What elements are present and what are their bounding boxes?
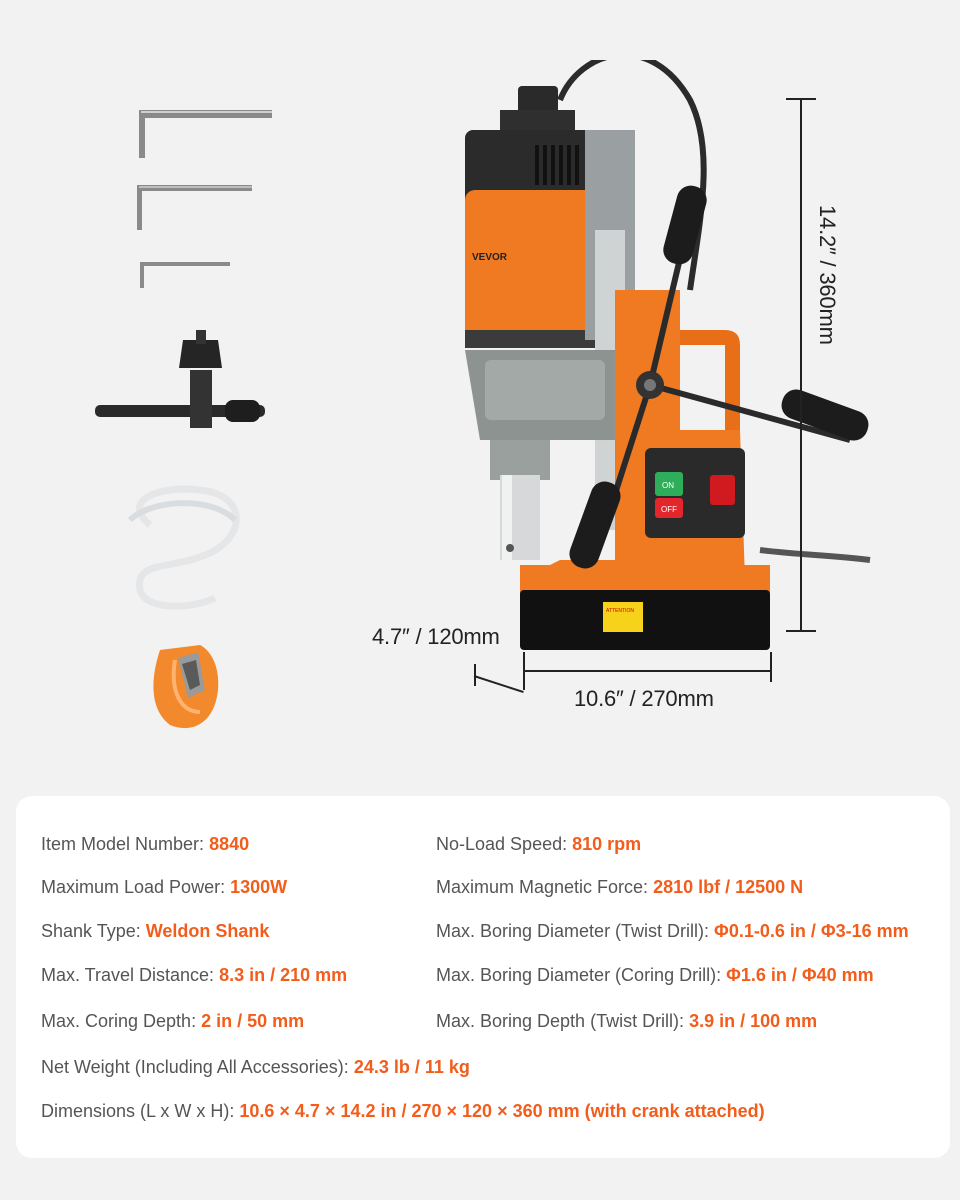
- hex-key-large-icon: [139, 110, 272, 158]
- hex-key-medium-icon: [137, 185, 252, 230]
- spec-value: 2 in / 50 mm: [201, 1011, 305, 1031]
- spec-value: 1300W: [230, 877, 288, 897]
- on-switch-label: ON: [662, 481, 674, 490]
- magnet-switch[interactable]: [710, 475, 735, 505]
- spec-label: Max. Travel Distance:: [41, 965, 220, 985]
- magnetic-drill-image: [440, 60, 900, 680]
- off-switch-label: OFF: [661, 505, 677, 514]
- spec-label: Max. Coring Depth:: [41, 1011, 202, 1031]
- spec-value: Φ0.1-0.6 in / Φ3-16 mm: [714, 921, 909, 941]
- spec-item-weight: [41, 1057, 470, 1078]
- spec-value: Weldon Shank: [145, 921, 270, 941]
- spec-card: [16, 796, 950, 1158]
- spec-value: 8840: [209, 834, 250, 854]
- hex-key-small-icon: [140, 262, 230, 288]
- spec-label: Max. Boring Depth (Twist Drill):: [436, 1011, 690, 1031]
- spec-item-travel: [41, 965, 347, 986]
- length-dimension-label: 10.6″ / 270mm: [574, 686, 714, 711]
- spec-item-speed: [436, 834, 641, 855]
- spec-item-boring-depth: [436, 1011, 817, 1032]
- warning-label: ATTENTION: [606, 608, 634, 614]
- length-dimension-cap-right: [770, 652, 772, 682]
- width-dimension-label: 4.7″ / 120mm: [372, 624, 500, 649]
- spec-item-model: [41, 834, 249, 855]
- length-dimension-line: [524, 670, 771, 672]
- spec-item-magnetic-force: [436, 877, 803, 898]
- accessories-group: [0, 0, 300, 780]
- height-dimension-cap-top: [786, 98, 816, 100]
- spec-value: Φ1.6 in / Φ40 mm: [726, 965, 874, 985]
- spec-item-dimensions: [41, 1101, 765, 1122]
- spec-label: No-Load Speed:: [436, 834, 573, 854]
- spec-value: 2810 lbf / 12500 N: [653, 877, 804, 897]
- spec-value: 10.6 × 4.7 × 14.2 in / 270 × 120 × 360 mm (with crank attached): [239, 1101, 765, 1121]
- spec-label: Max. Boring Diameter (Twist Drill):: [436, 921, 715, 941]
- spec-item-coring-depth: [41, 1011, 304, 1032]
- spec-item-power: [41, 877, 287, 898]
- spec-item-coring-diameter: [436, 965, 874, 986]
- length-dimension-cap-left: [523, 652, 525, 690]
- chuck-key-icon: [95, 330, 265, 428]
- spec-value: 24.3 lb / 11 kg: [353, 1057, 470, 1077]
- spec-label: Net Weight (Including All Accessories):: [41, 1057, 354, 1077]
- width-dimension-cap-left: [474, 664, 476, 686]
- spec-label: Max. Boring Diameter (Coring Drill):: [436, 965, 727, 985]
- spec-value: 3.9 in / 100 mm: [689, 1011, 818, 1031]
- brand-logo: VEVOR: [472, 252, 508, 263]
- ratchet-strap-icon: [153, 645, 218, 728]
- spec-label: Item Model Number:: [41, 834, 210, 854]
- spec-label: Maximum Load Power:: [41, 877, 231, 897]
- height-dimension-label: 14.2″ / 360mm: [815, 205, 840, 345]
- coolant-tube-icon: [130, 489, 236, 606]
- spec-label: Shank Type:: [41, 921, 146, 941]
- height-dimension-cap-bottom: [786, 630, 816, 632]
- spec-label: Maximum Magnetic Force:: [436, 877, 654, 897]
- height-dimension-line: [800, 99, 802, 631]
- spec-item-shank: [41, 921, 269, 942]
- spec-value: 810 rpm: [572, 834, 642, 854]
- spec-value: 8.3 in / 210 mm: [219, 965, 348, 985]
- spec-label: Dimensions (L x W x H):: [41, 1101, 240, 1121]
- spec-item-twist-diameter: [436, 921, 909, 942]
